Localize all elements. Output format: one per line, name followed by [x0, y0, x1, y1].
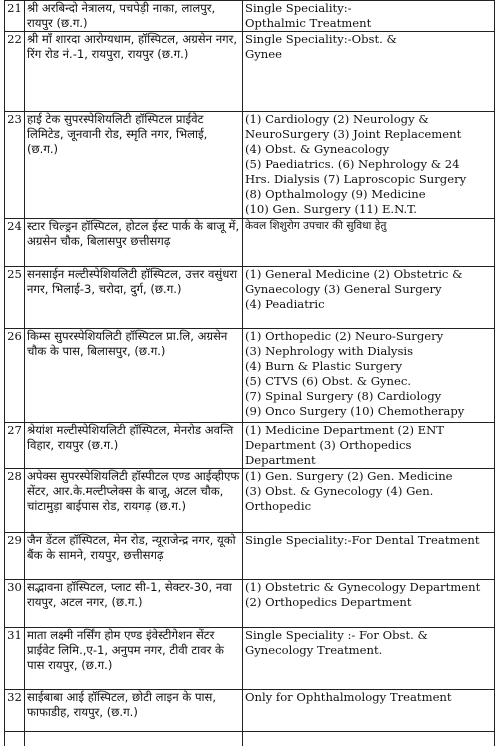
hospital-name: श्रेयांश मल्टीस्पेशियलिटी हॉस्पिटल, मेनरोड अवन्ति विहार, रायपुर (छ.ग.)	[25, 423, 243, 469]
serial-number: 30	[5, 580, 25, 628]
serial-number: 29	[5, 533, 25, 580]
speciality: (1) General Medicine (2) Obstetric & Gynaecology (3) General Surgery (4) Peadiatric	[243, 267, 495, 329]
table-row	[5, 32, 495, 112]
serial-number: 21	[5, 1, 25, 32]
empty-cell	[243, 732, 495, 746]
speciality: Single Speciality:-For Dental Treatment	[243, 533, 495, 580]
hospital-name: जैन डेंटल हॉस्पिटल, मेन रोड, न्यूराजेन्द्र नगर, यूको बैंक के सामने, रायपुर, छत्तीसगढ़	[25, 533, 243, 580]
serial-number: 28	[5, 469, 25, 533]
hospital-table	[4, 0, 495, 746]
table-row	[5, 329, 495, 423]
serial-number: 26	[5, 329, 25, 423]
serial-number: 32	[5, 690, 25, 732]
hospital-name: सनसाईन मल्टीस्पेशियलिटी हॉस्पिटल, उत्तर वसुंधरा नगर, भिलाई-3, चरोदा, दुर्ग, (छ.ग.)	[25, 267, 243, 329]
speciality: Only for Ophthalmology Treatment	[243, 690, 495, 732]
hospital-name: श्री अरबिन्दो नेत्रालय, पचपेड़ी नाका, लालपुर, रायपुर (छ.ग.)	[25, 1, 243, 32]
hospital-name: सद्भावना हॉस्पिटल, प्लाट सी-1, सेक्टर-30, नवा रायपुर, अटल नगर, (छ.ग.)	[25, 580, 243, 628]
table-row	[5, 533, 495, 580]
table-row-continuation	[5, 732, 495, 746]
speciality: (1) Medicine Department (2) ENT Department (3) Orthopedics Department	[243, 423, 495, 469]
table-row	[5, 580, 495, 628]
serial-number: 25	[5, 267, 25, 329]
table-row	[5, 112, 495, 219]
table-row	[5, 1, 495, 32]
speciality: (1) Obstetric & Gynecology Department (2) Orthopedics Department	[243, 580, 495, 628]
table-row	[5, 267, 495, 329]
table-row	[5, 690, 495, 732]
hospital-name: स्टार चिल्ड्रन हॉस्पिटल, होटल ईस्ट पार्क के बाजू में, अग्रसेन चौक, बिलासपुर छत्तीसगढ़	[25, 219, 243, 267]
hospital-name: माता लक्ष्मी नर्सिंग होम एण्ड इंवेस्टीगेशन सेंटर प्राईवेट लिमि.,ए-1, अनुपम नगर, टीवी टावर के पास रायपुर, (छ.ग.)	[25, 628, 243, 690]
speciality: (1) Cardiology (2) Neurology & NeuroSurgery (3) Joint Replacement (4) Obst. & Gyneacology (5) Paediatrics. (6) Nephrology & 24 Hrs. Dialysis (7) Laproscopic Surgery (8) Opthalmology (9) Medicine (10) Gen. Surgery (11) E.N.T.	[243, 112, 495, 219]
serial-number: 31	[5, 628, 25, 690]
serial-number: 27	[5, 423, 25, 469]
empty-cell	[5, 732, 25, 746]
empty-cell	[25, 732, 243, 746]
speciality: Single Speciality:-Obst. & Gynee	[243, 32, 495, 112]
table-row	[5, 469, 495, 533]
speciality: (1) Orthopedic (2) Neuro-Surgery (3) Nephrology with Dialysis (4) Burn & Plastic Surgery (5) CTVS (6) Obst. & Gynec. (7) Spinal Surgery (8) Cardiology (9) Onco Surgery (10) Chemotherapy	[243, 329, 495, 423]
speciality: (1) Gen. Surgery (2) Gen. Medicine (3) Obst. & Gynecology (4) Gen. Orthopedic	[243, 469, 495, 533]
serial-number: 22	[5, 32, 25, 112]
table-row	[5, 628, 495, 690]
serial-number: 24	[5, 219, 25, 267]
table-row	[5, 219, 495, 267]
table-row	[5, 423, 495, 469]
serial-number: 23	[5, 112, 25, 219]
hospital-name: अपेक्स सुपरस्पेशियलिटी हॉस्पीटल एण्ड आईव्हीएफ सेंटर, आर.के.मल्टीप्लेक्स के बाजू, अटल चौक, चांटामुड़ा बाईपास रोड, रायगढ़ (छ.ग.)	[25, 469, 243, 533]
document-page	[4, 0, 494, 747]
hospital-name: साईबाबा आई हॉस्पिटल, छोटी लाइन के पास, फाफाडीह, रायपुर, (छ.ग.)	[25, 690, 243, 732]
speciality: केवल शिशुरोग उपचार की सुविधा हेतु	[243, 219, 495, 267]
speciality: Single Speciality:- Opthalmic Treatment	[243, 1, 495, 32]
hospital-name: किम्स सुपरस्पेशियलिटी हॉस्पिटल प्रा.लि, अग्रसेन चौक के पास, बिलासपुर, (छ.ग.)	[25, 329, 243, 423]
hospital-name: श्री माँ शारदा आरोग्यधाम, हॉस्पिटल, अग्रसेन नगर, रिंग रोड नं.-1, रायपुरा, रायपुर (छ.ग.)	[25, 32, 243, 112]
speciality: Single Speciality :- For Obst. & Gynecology Treatment.	[243, 628, 495, 690]
hospital-name: हाई टेक सुपरस्पेशियलिटी हॉस्पिटल प्राईवेट लिमिटेड, जूनवानी रोड, स्मृति नगर, भिलाई, (छ.ग.)	[25, 112, 243, 219]
